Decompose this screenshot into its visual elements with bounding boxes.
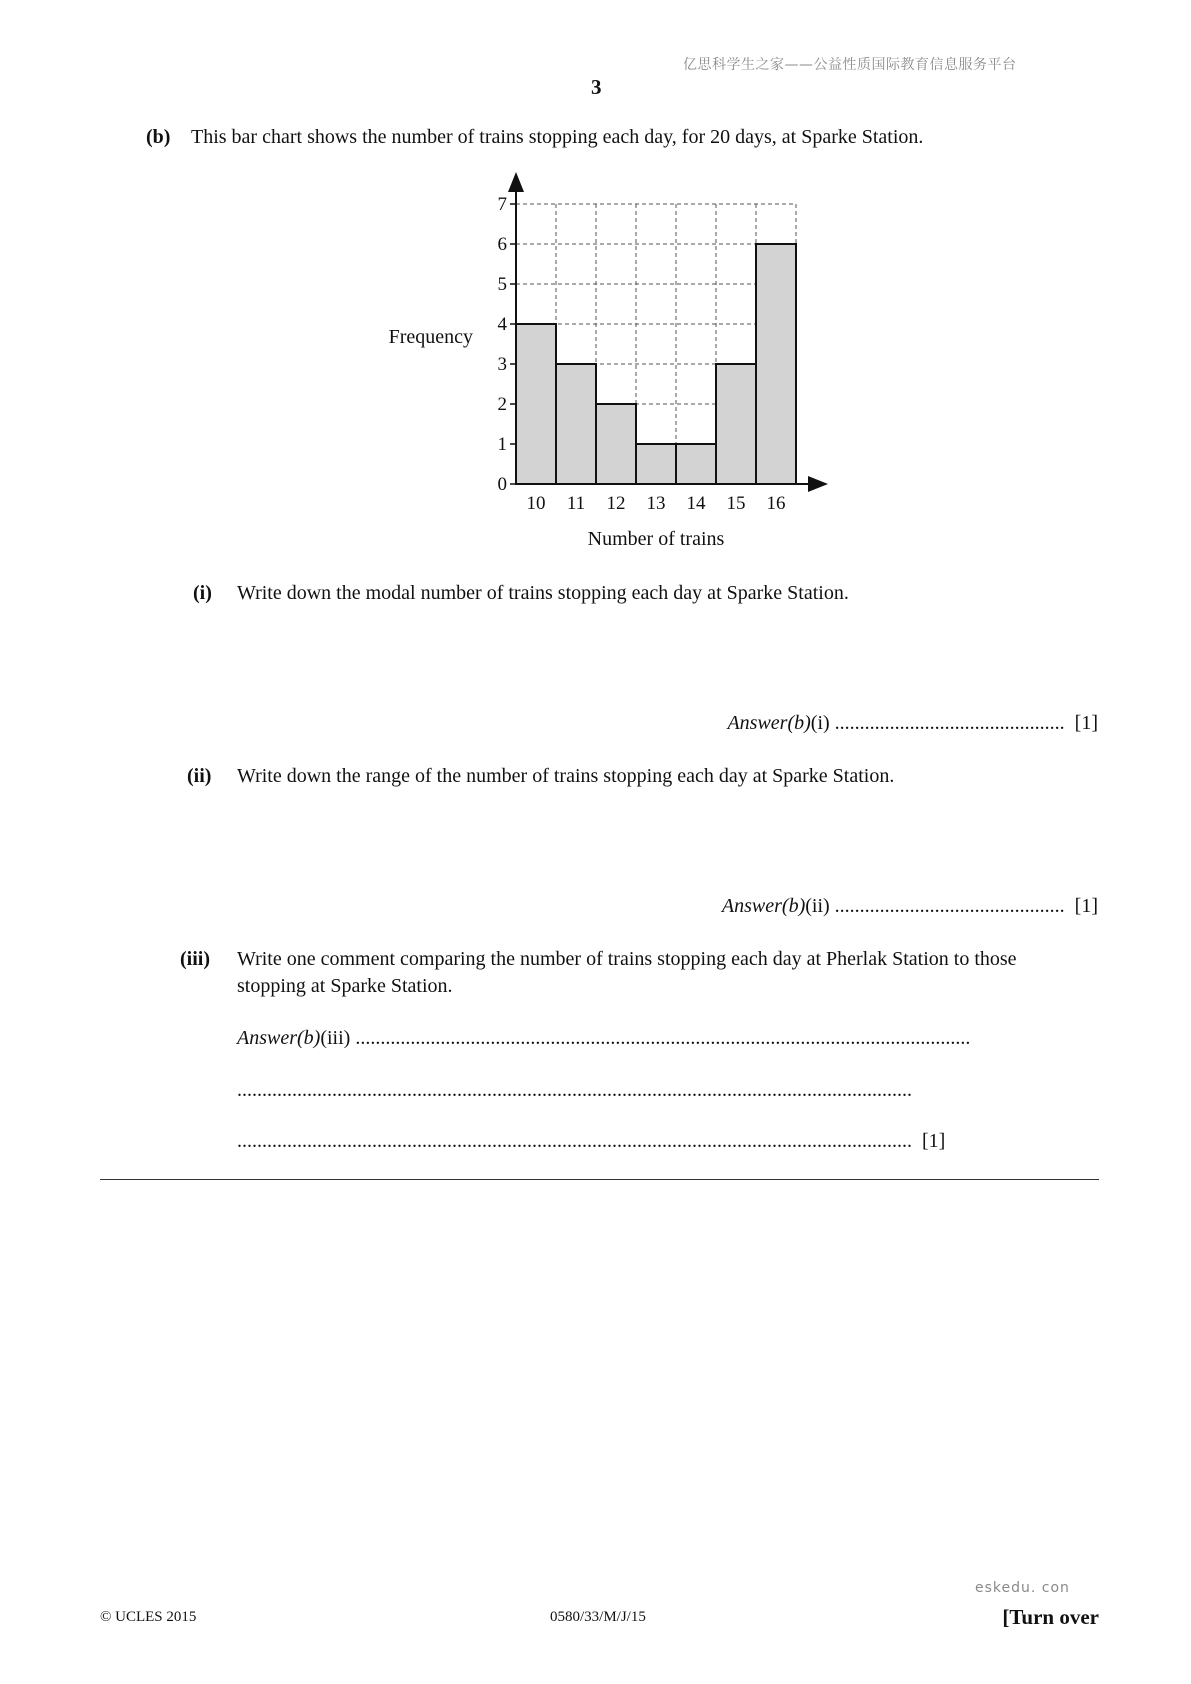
watermark-text: 亿思科学生之家——公益性质国际教育信息服务平台 — [683, 57, 1017, 73]
x-tick-label: 14 — [686, 493, 706, 514]
y-tick-label: 5 — [497, 274, 507, 295]
y-tick-label: 6 — [497, 234, 507, 255]
bar-chart — [0, 160, 1191, 720]
part-iii-text-line2: stopping at Sparke Station. — [237, 975, 453, 997]
bar-13 — [636, 444, 676, 484]
y-tick-label: 3 — [497, 354, 507, 375]
x-tick-label: 12 — [606, 493, 626, 514]
part-ii-label: (ii) — [187, 765, 212, 787]
y-tick-label: 1 — [497, 434, 507, 455]
x-tick-label: 13 — [646, 493, 666, 514]
answer-b-iii-line3[interactable] — [237, 1130, 945, 1153]
bar-15 — [716, 364, 756, 484]
answer-prefix: Answer(b) — [727, 712, 811, 734]
y-tick-label: 2 — [497, 394, 507, 415]
bar-12 — [596, 404, 636, 484]
answer-dots[interactable]: ....................................................................................................................................... — [237, 1130, 912, 1152]
question-b-label: (b) — [146, 126, 171, 148]
answer-prefix: Answer(b) — [237, 1027, 321, 1049]
x-tick-label: 15 — [726, 493, 746, 514]
bar-16 — [756, 244, 796, 484]
answer-part-label: (i) — [810, 712, 830, 734]
part-i-label: (i) — [193, 582, 212, 604]
x-tick-label: 16 — [766, 493, 786, 514]
y-tick-label: 7 — [497, 194, 507, 215]
part-iii-text-line1: Write one comment comparing the number of trains stopping each day at Pherlak Station to those — [237, 948, 1017, 970]
answer-part-label: (iii) — [320, 1027, 351, 1049]
copyright: © UCLES 2015 — [100, 1609, 197, 1625]
y-axis-title: Frequency — [388, 326, 473, 348]
answer-b-iii-line1[interactable] — [237, 1027, 970, 1050]
answer-part-label: (ii) — [805, 895, 830, 917]
marks-label: [1] — [1074, 895, 1098, 917]
x-tick-label: 11 — [566, 493, 586, 514]
x-tick-label: 10 — [526, 493, 546, 514]
bar-11 — [556, 364, 596, 484]
answer-b-ii-line[interactable] — [722, 895, 1098, 918]
part-iii-label: (iii) — [180, 948, 210, 970]
section-divider — [100, 1179, 1099, 1180]
answer-dots[interactable]: .............................................. — [834, 895, 1065, 917]
y-tick-label: 0 — [497, 474, 507, 495]
marks-label: [1] — [922, 1130, 946, 1152]
question-b-text: This bar chart shows the number of trains stopping each day, for 20 days, at Sparke Station. — [191, 126, 924, 148]
bar-14 — [676, 444, 716, 484]
part-ii-text: Write down the range of the number of trains stopping each day at Sparke Station. — [237, 765, 895, 787]
y-tick-label: 4 — [497, 314, 507, 335]
answer-dots[interactable]: .............................................. — [834, 712, 1065, 734]
answer-dots[interactable]: ........................................................................................................................... — [355, 1027, 971, 1049]
bar-10 — [516, 324, 556, 484]
marks-label: [1] — [1074, 712, 1098, 734]
part-i-text: Write down the modal number of trains stopping each day at Sparke Station. — [237, 582, 849, 604]
site-watermark: eskedu. con — [975, 1580, 1070, 1596]
page-number: 3 — [591, 75, 602, 99]
answer-prefix: Answer(b) — [721, 895, 806, 917]
answer-b-iii-line2[interactable]: ....................................................................................................................................... — [237, 1079, 912, 1101]
x-axis-title: Number of trains — [587, 528, 725, 550]
turn-over-label: [Turn over — [1002, 1605, 1099, 1629]
answer-b-i-line[interactable] — [727, 712, 1098, 735]
paper-code: 0580/33/M/J/15 — [550, 1609, 646, 1625]
